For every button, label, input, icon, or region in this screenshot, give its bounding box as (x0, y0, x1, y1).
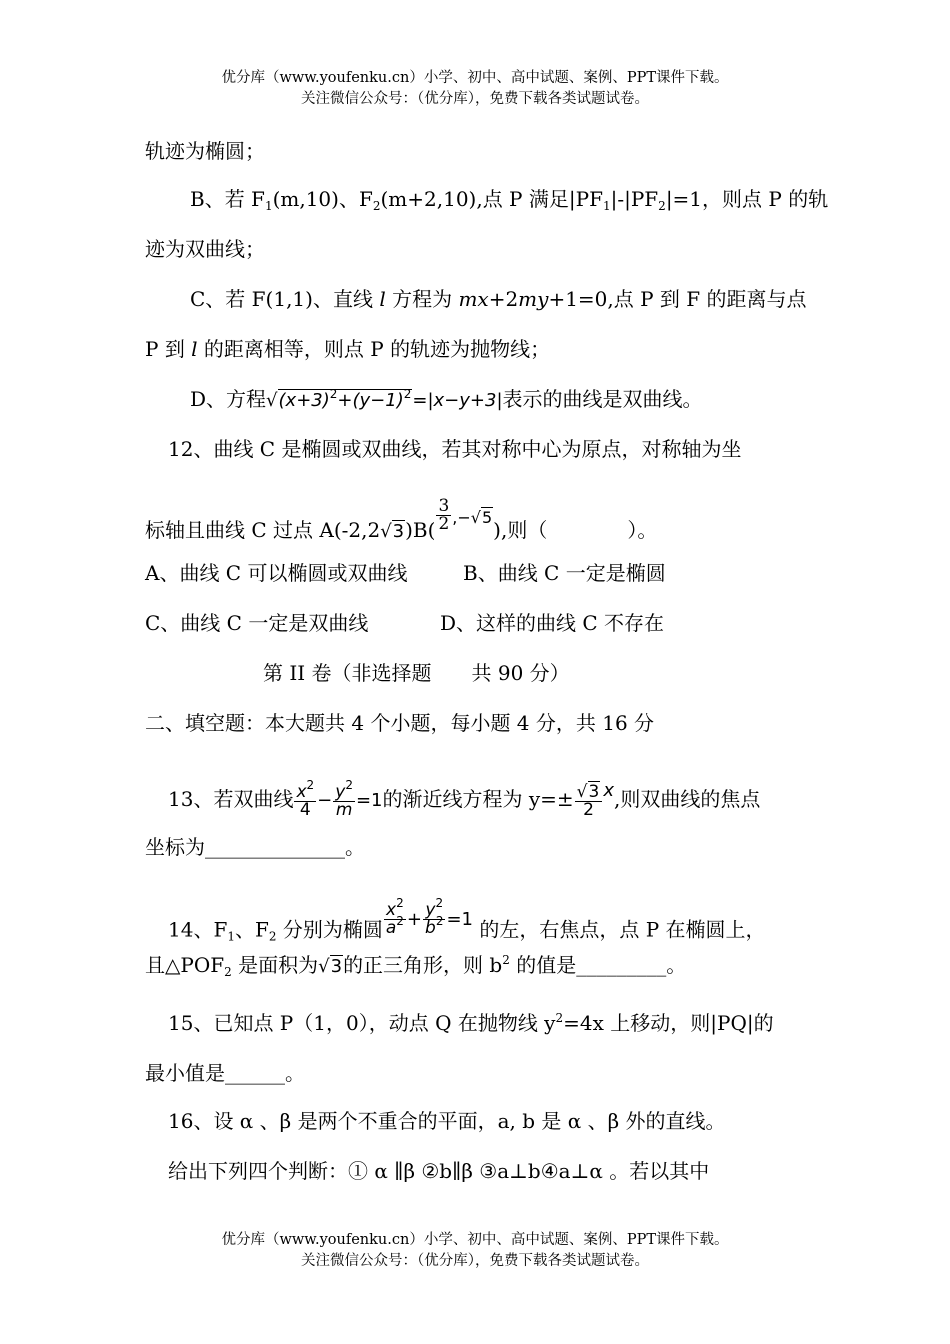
q11-option-b-line2: 迹为双曲线； (145, 237, 265, 261)
footer-line-1: 优分库（www.youfenku.cn）小学、初中、高中试题、案例、PPT课件下载。 (221, 1232, 729, 1248)
header-line-2: 关注微信公众号：（优分库），免费下载各类试题试卷。 (301, 91, 649, 107)
q14-line1: 14、$F_1$、$F_2$ 分别为椭圆 $\frac{x^2}{a^2}$ + $\frac{y^2}{b^2}$ =1 的左，右焦点，点 P 在椭圆上， (168, 896, 766, 944)
q12-line2: 标轴且曲线 C 过点 A(-2,2√3)B( $\frac{3}{2}$ $^{,-√5}$),则（ ）。 (145, 496, 658, 542)
section-subtitle: 二、填空题：本大题共 4 个小题，每小题 4 分，共 16 分 (145, 711, 655, 735)
sqrt-expression: $√(x+3)^2+(y-1)^2$ (266, 387, 412, 411)
q12-option-b: B、曲线 C 一定是椭圆 (463, 561, 666, 585)
q12-option-a: A、曲线 C 可以椭圆或双曲线 (145, 561, 408, 585)
q11-option-c-line2: P 到 l 的距离相等，则点 P 的轨迹为抛物线； (145, 337, 551, 361)
q12-option-d: D、这样的曲线 C 不存在 (440, 611, 665, 635)
q11-option-b-line1: B、若 $F_1(m,10)$、$F_2(m+2,10)$,点 P 满足$|PF_1|-|PF_2|=1$，则点 P 的轨 (190, 187, 829, 213)
q16-line2: 给出下列四个判断：① α ∥β ②b∥β ③a⊥b④a⊥α 。若以其中 (168, 1159, 710, 1183)
q14-line2: 且$\triangle POF_2$ 是面积为√3的正三角形，则 $b^2$ 的值是_________。 (145, 953, 687, 979)
q15-line1: 15、已知点 P（1，0），动点 Q 在抛物线 $y^2=4x$ 上移动，则|PQ|的 (168, 1011, 774, 1035)
footer-line-2: 关注微信公众号：（优分库），免费下载各类试题试卷。 (301, 1253, 649, 1269)
header-line-1: 优分库（www.youfenku.cn）小学、初中、高中试题、案例、PPT课件下载。 (221, 70, 729, 86)
q11-option-c-line1: C、若 F(1,1)、直线 l 方程为 mx+2my+1=0,点 P 到 F 的距离与点 (190, 287, 807, 311)
q12-line1: 12、曲线 C 是椭圆或双曲线，若其对称中心为原点，对称轴为坐 (168, 437, 742, 461)
q12-option-c: C、曲线 C 一定是双曲线 (145, 611, 369, 635)
q16-line1: 16、设 α 、β 是两个不重合的平面，a, b 是 α 、β 外的直线。 (168, 1109, 726, 1133)
q13-line2: 坐标为______________。 (145, 835, 365, 859)
q11-a-tail: 轨迹为椭圆； (145, 139, 265, 163)
section-title: 第 II 卷（非选择题 共 90 分） (263, 661, 570, 685)
q15-line2: 最小值是______。 (145, 1061, 305, 1085)
q13-line1: 13、若双曲线 $\frac{x^2}{4}$ − $\frac{y^2}{m}$ =1的渐近线方程为 y=± $\frac{√3}{2}$ x,则双曲线的焦点 (168, 777, 761, 820)
q11-option-d: D、方程$√(x+3)^2+(y-1)^2=|x-y+3|$表示的曲线是双曲线。 (190, 386, 703, 414)
